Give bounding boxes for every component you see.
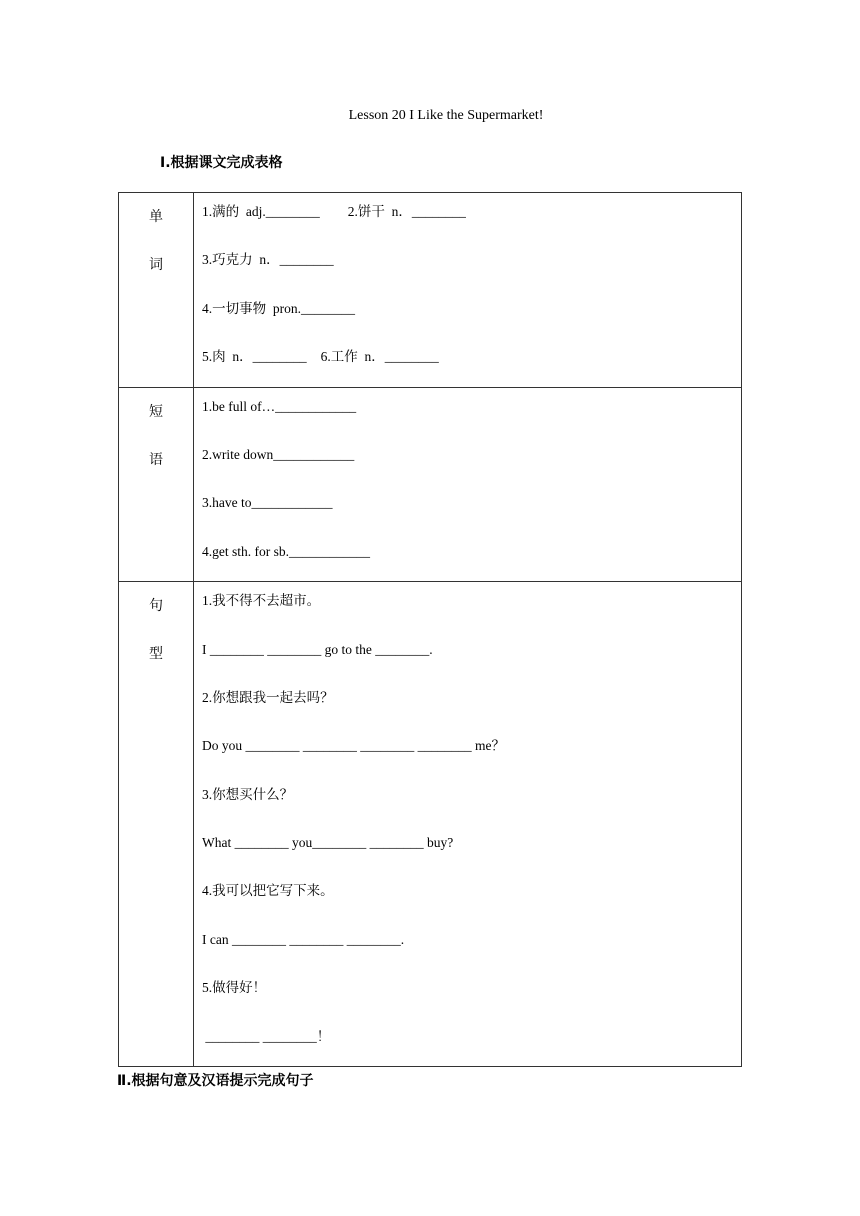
words-label-cell: [119, 193, 194, 388]
phrase-line: 1.be full of…____________: [202, 398, 357, 414]
sentence-line: Do you ________ ________ ________ ________ me？: [202, 738, 505, 754]
sentence-line: 5.做得好！: [202, 980, 267, 996]
words-label-char: 单: [149, 209, 163, 225]
sentences-row: [119, 582, 742, 1067]
words-row: [119, 193, 742, 388]
words-line: [194, 193, 741, 241]
sentence-line: I ________ ________ go to the ________.: [202, 641, 433, 657]
word-item: 5.肉 n．________: [202, 349, 307, 365]
word-item: 4.一切事物 pron.________: [202, 300, 355, 316]
word-item: 2.饼干 n．________: [347, 204, 466, 219]
section-2-heading: Ⅱ.根据句意及汉语提示完成句子: [117, 1073, 314, 1089]
phrases-label-char: 语: [149, 451, 163, 468]
words-line: [194, 338, 741, 386]
phrase-line: 3.have to____________: [202, 495, 333, 511]
sentence-line: What ________ you________ ________ buy?: [202, 835, 454, 851]
phrases-label-cell: [119, 387, 194, 582]
sentence-line: I can ________ ________ ________.: [202, 931, 405, 947]
sentence-line: 1.我不得不去超市。: [202, 593, 321, 609]
word-item: 3.巧克力 n．________: [202, 252, 334, 268]
sentence-line: 2.你想跟我一起去吗？: [202, 689, 334, 705]
words-line: [194, 241, 741, 289]
phrases-content-cell: [194, 387, 742, 582]
sentence-line: ________ ________！: [202, 1028, 331, 1044]
sentence-line: 4.我可以把它写下来。: [202, 883, 334, 899]
phrases-label-char: 短: [149, 403, 163, 420]
phrase-line: 2.write down____________: [202, 446, 355, 462]
word-item: 1.满的 adj.________: [202, 204, 320, 219]
phrases-row: [119, 387, 742, 582]
section-1-heading: Ⅰ.根据课文完成表格: [160, 155, 283, 171]
page-title: Lesson 20 I Like the Supermarket!: [348, 108, 544, 123]
sentences-content-cell: [194, 582, 742, 1067]
sentences-label-char: 句: [149, 598, 163, 615]
sentence-line: 3.你想买什么？: [202, 786, 294, 802]
phrase-line: 4.get sth. for sb.____________: [202, 543, 370, 559]
word-item: 6.工作 n．________: [320, 349, 439, 365]
words-line: [194, 290, 741, 338]
worksheet-table: [118, 192, 742, 1067]
words-label-char: 词: [149, 257, 163, 273]
sentences-label-char: 型: [149, 646, 163, 663]
sentences-label-cell: [119, 582, 194, 1067]
words-content-cell: [194, 193, 742, 388]
